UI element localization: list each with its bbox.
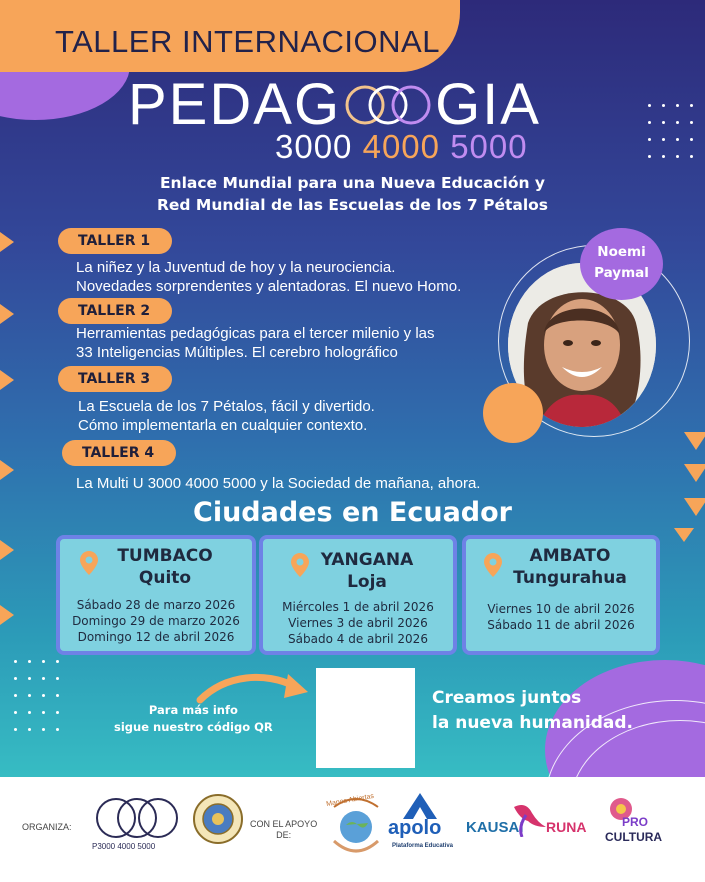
number-3000: 3000 xyxy=(275,128,353,165)
triangle-decor xyxy=(0,370,14,390)
city-region: Tungurahua xyxy=(513,568,627,588)
apolo-subtitle: Plataforma Educativa xyxy=(392,843,454,849)
workshop-2-description xyxy=(76,324,435,362)
triangle-decor xyxy=(0,460,14,480)
dot-grid xyxy=(14,660,70,745)
description-line: Herramientas pedagógicas para el tercer milenio y las xyxy=(76,325,435,342)
subtitle xyxy=(110,172,595,216)
speaker-first-name: Noemi xyxy=(597,244,646,260)
brand-left: PEDAG xyxy=(128,72,342,137)
school-seal-icon xyxy=(192,793,244,845)
workshop-1-label: TALLER 1 xyxy=(58,228,172,254)
cultura-logo-text: CULTURA xyxy=(605,830,663,844)
brand-right: GIA xyxy=(435,72,541,137)
description-line: 33 Inteligencias Múltiples. El cerebro holográfico xyxy=(76,344,398,361)
dot-grid xyxy=(648,104,704,172)
workshop-2-label: TALLER 2 xyxy=(58,298,172,324)
kausai-logo-text: KAUSAI xyxy=(466,819,524,836)
description-line: La niñez y la Juventud de hoy y la neurociencia. xyxy=(76,259,396,276)
cities-title: Ciudades en Ecuador xyxy=(193,497,512,528)
slogan xyxy=(432,686,633,736)
city-region: Loja xyxy=(347,572,387,592)
info-line: Para más info xyxy=(148,703,238,717)
workshop-4-description xyxy=(76,474,480,493)
triangle-decor xyxy=(0,540,14,560)
brand-numbers xyxy=(275,128,528,166)
workshop-3-label: TALLER 3 xyxy=(58,366,172,392)
date-line: Domingo 29 de marzo 2026 xyxy=(72,614,240,628)
city-region: Quito xyxy=(138,568,192,588)
city-title: TUMBACO xyxy=(117,546,213,566)
city-dates xyxy=(466,601,656,633)
slogan-line: la nueva humanidad. xyxy=(432,713,634,733)
p3000-logo-text: P3000 4000 5000 xyxy=(92,842,156,851)
description-line: La Multi U 3000 4000 5000 y la Sociedad de mañana, ahora. xyxy=(76,475,481,492)
date-line: Sábado 4 de abril 2026 xyxy=(288,632,428,646)
city-card-ambato xyxy=(462,535,660,655)
city-dates xyxy=(60,597,252,645)
city-name xyxy=(466,545,656,589)
info-line: sigue nuestro código QR xyxy=(114,720,273,734)
event-type-title: TALLER INTERNACIONAL xyxy=(55,24,440,59)
hummingbird-icon xyxy=(510,797,548,837)
city-title: AMBATO xyxy=(529,546,611,566)
pro-logo-text: PRO xyxy=(622,815,649,829)
triangle-decor xyxy=(674,528,694,542)
city-name xyxy=(263,549,453,593)
triangle-decor xyxy=(684,432,705,450)
apoyo-line: CON EL APOYO xyxy=(250,819,318,829)
date-line: Sábado 28 de marzo 2026 xyxy=(76,598,236,612)
triangle-decor xyxy=(0,605,14,625)
date-line: Viernes 10 de abril 2026 xyxy=(487,602,635,616)
city-card-tumbaco xyxy=(56,535,256,655)
infinity-rings-icon xyxy=(345,81,431,129)
date-line: Viernes 3 de abril 2026 xyxy=(288,616,428,630)
subtitle-line: Enlace Mundial para una Nueva Educación y xyxy=(159,174,546,192)
brand-title xyxy=(128,72,541,137)
city-name xyxy=(60,545,252,589)
city-title: YANGANA xyxy=(320,550,414,570)
description-line: La Escuela de los 7 Pétalos, fácil y divertido. xyxy=(78,398,375,415)
triangle-decor xyxy=(0,304,14,324)
date-line: Sábado 11 de abril 2026 xyxy=(487,618,635,632)
speaker-last-name: Paymal xyxy=(594,265,649,281)
city-dates xyxy=(263,599,453,647)
triangle-decor xyxy=(0,232,14,252)
workshop-1-description xyxy=(76,258,461,296)
apolo-logo-text: apolo xyxy=(388,817,442,839)
p3000-logo-icon xyxy=(92,795,182,841)
subtitle-line: Red Mundial de las Escuelas de los 7 Pétalos xyxy=(156,196,549,214)
apoyo-label xyxy=(250,819,317,841)
speaker-name-badge xyxy=(580,228,663,300)
footer-sponsors xyxy=(0,777,705,882)
workshop-3-description xyxy=(78,397,375,435)
date-line: Domingo 12 de abril 2026 xyxy=(77,630,235,644)
apoyo-line: DE: xyxy=(276,830,292,840)
runa-logo-text: RUNA xyxy=(546,819,587,835)
description-line: Cómo implementarla en cualquier contexto. xyxy=(78,417,368,434)
city-card-yangana xyxy=(259,535,457,655)
number-5000: 5000 xyxy=(450,128,528,165)
slogan-line: Creamos juntos xyxy=(432,688,582,708)
organiza-label: ORGANIZA: xyxy=(22,822,72,832)
orange-circle-decor xyxy=(483,383,543,443)
date-line: Miércoles 1 de abril 2026 xyxy=(282,600,434,614)
manos-abiertas-text: Manos Abiertas xyxy=(325,792,375,809)
qr-code[interactable] xyxy=(316,668,415,768)
triangle-decor xyxy=(684,464,705,482)
info-text xyxy=(114,702,273,736)
workshop-4-label: TALLER 4 xyxy=(62,440,176,466)
description-line: Novedades sorprendentes y alentadoras. El nuevo Homo. xyxy=(76,278,462,295)
apolo-a-icon xyxy=(403,793,437,819)
number-4000: 4000 xyxy=(362,128,441,165)
